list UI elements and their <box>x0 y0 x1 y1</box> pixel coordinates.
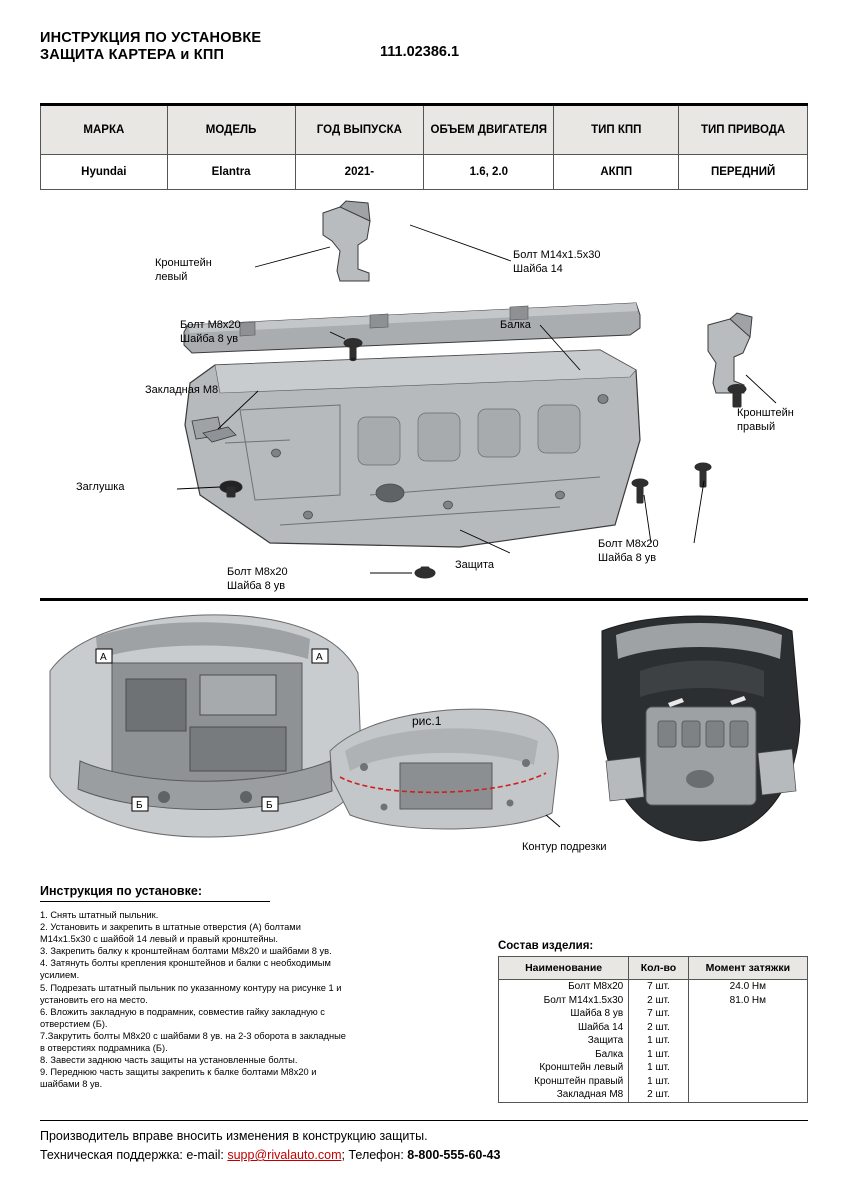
table-row <box>499 1075 808 1089</box>
svg-text:Б: Б <box>266 800 273 811</box>
instructions-title: Инструкция по установке: <box>40 884 270 902</box>
part-name: Болт М8х20 <box>499 980 629 994</box>
list-item: шайбами 8 ув. <box>40 1079 103 1090</box>
parts-col-name: Наименование <box>499 957 629 980</box>
list-item: 5. Подрезать штатный пыльник по указанному контуру на рисунке 1 и <box>40 982 342 993</box>
list-item: в отверстиях подрамника (Б). <box>40 1043 168 1054</box>
list-item: 7.Закрутить болты М8х20 с шайбами 8 ув. на 2-3 оборота в закладные <box>40 1030 346 1041</box>
part-torque <box>688 1048 807 1062</box>
part-qty: 7 шт. <box>629 1007 688 1021</box>
spec-col-brand: МАРКА <box>41 105 168 155</box>
parts-table <box>498 956 808 1103</box>
list-item: установить его на место. <box>40 994 148 1005</box>
part-torque: 24.0 Нм <box>688 980 807 994</box>
part-torque <box>688 1088 807 1102</box>
footer-notice: Производитель вправе вносить изменения в конструкцию защиты. <box>40 1129 428 1143</box>
part-qty: 1 шт. <box>629 1048 688 1062</box>
label-bolt-m8-bottomleft: Болт М8х20 Шайба 8 ув <box>227 566 288 592</box>
part-qty: 1 шт. <box>629 1075 688 1089</box>
label-insert-m8: Закладная М8 <box>145 384 219 396</box>
spec-col-engine: ОБЪЕМ ДВИГАТЕЛЯ <box>424 105 554 155</box>
spec-value-brand: Hyundai <box>41 155 168 190</box>
header-title-line1: ИНСТРУКЦИЯ ПО УСТАНОВКЕ <box>40 30 262 46</box>
part-torque <box>688 1021 807 1035</box>
footer-contacts <box>40 1146 808 1165</box>
part-name: Кронштейн левый <box>499 1061 629 1075</box>
table-row <box>499 1088 808 1102</box>
table-row <box>499 994 808 1008</box>
part-torque <box>688 1034 807 1048</box>
table-row <box>499 980 808 994</box>
spec-value-engine: 1.6, 2.0 <box>424 155 554 190</box>
label-bracket-right: Кронштейн правый <box>737 407 794 433</box>
part-torque: 81.0 Нм <box>688 994 807 1008</box>
parts-col-torque: Момент затяжки <box>688 957 807 980</box>
table-row <box>499 1034 808 1048</box>
part-qty: 1 шт. <box>629 1061 688 1075</box>
spec-value-transmission: АКПП <box>554 155 679 190</box>
label-bolt-m14: Болт М14х1.5х30 Шайба 14 <box>513 249 601 275</box>
spec-col-year: ГОД ВЫПУСКА <box>295 105 424 155</box>
parts-col-qty: Кол-во <box>629 957 688 980</box>
label-bolt-m8-topleft: Болт М8х20 Шайба 8 ув <box>180 319 241 345</box>
email-label: e-mail: <box>186 1148 224 1162</box>
spec-value-drive: ПЕРЕДНИЙ <box>679 155 808 190</box>
figure-caption: рис.1 <box>412 714 442 728</box>
svg-text:А: А <box>100 652 107 663</box>
label-beam: Балка <box>500 319 531 331</box>
spec-col-model: МОДЕЛЬ <box>167 105 295 155</box>
phone-label: Телефон: <box>348 1148 404 1162</box>
exploded-assembly-diagram <box>40 195 808 590</box>
list-item: 4. Затянуть болты крепления кронштейнов и балки с необходимым <box>40 958 331 969</box>
label-plug: Заглушка <box>76 481 125 493</box>
part-qty: 2 шт. <box>629 1088 688 1102</box>
parts-list <box>498 940 808 1103</box>
part-qty: 1 шт. <box>629 1034 688 1048</box>
list-item: отверстием (Б). <box>40 1018 108 1029</box>
instructions-list <box>40 910 410 1091</box>
support-label: Техническая поддержка: <box>40 1148 183 1162</box>
part-name: Шайба 8 ув <box>499 1007 629 1021</box>
spec-value-model: Elantra <box>167 155 295 190</box>
part-torque <box>688 1075 807 1089</box>
table-row <box>499 1061 808 1075</box>
list-item: 1. Снять штатный пыльник. <box>40 910 159 920</box>
list-item: 3. Закрепить балку к кронштейнам болтами М8х20 и шайбами 8 ув. <box>40 946 332 957</box>
label-bracket-left: Кронштейн левый <box>155 257 212 283</box>
part-qty: 7 шт. <box>629 980 688 994</box>
part-torque <box>688 1007 807 1021</box>
list-item: М14х1.5х30 с шайбой 14 левый и правый кронштейны. <box>40 934 278 945</box>
spec-row <box>41 155 808 190</box>
part-name: Болт М14х1.5х30 <box>499 994 629 1008</box>
trim-contour-label: Контур подрезки <box>522 841 607 853</box>
label-bolt-m8-bottomright: Болт М8х20 Шайба 8 ув <box>598 538 659 564</box>
part-name: Кронштейн правый <box>499 1075 629 1089</box>
list-item: усилием. <box>40 970 80 981</box>
svg-text:А: А <box>316 652 323 663</box>
part-name: Защита <box>499 1034 629 1048</box>
document-header <box>40 30 808 64</box>
svg-text:Б: Б <box>136 800 143 811</box>
part-name: Балка <box>499 1048 629 1062</box>
list-item: 2. Установить и закрепить в штатные отверстия (А) болтами <box>40 922 301 933</box>
list-item: 8. Завести заднюю часть защиты на установленные болты. <box>40 1055 298 1066</box>
part-qty: 2 шт. <box>629 1021 688 1035</box>
vehicle-spec-table <box>40 103 808 190</box>
header-title-line2: ЗАЩИТА КАРТЕРА и КПП <box>40 47 225 63</box>
list-item: 9. Переднюю часть защиты закрепить к балке болтами М8х20 и <box>40 1067 317 1078</box>
part-name: Шайба 14 <box>499 1021 629 1035</box>
label-shield: Защита <box>455 559 494 571</box>
table-row <box>499 1048 808 1062</box>
spec-value-year: 2021- <box>295 155 424 190</box>
semicolon: ; <box>341 1148 345 1162</box>
part-qty: 2 шт. <box>629 994 688 1008</box>
phone-number: 8-800-555-60-43 <box>407 1148 501 1162</box>
table-row <box>499 1007 808 1021</box>
parts-title: Состав изделия: <box>498 940 594 952</box>
support-email-link[interactable]: supp@rivalauto.com <box>227 1148 342 1162</box>
spec-col-drive: ТИП ПРИВОДА <box>679 105 808 155</box>
photo-band <box>40 598 808 876</box>
part-torque <box>688 1061 807 1075</box>
table-row <box>499 1021 808 1035</box>
product-code: 111.02386.1 <box>380 44 460 60</box>
part-name: Закладная М8 <box>499 1088 629 1102</box>
list-item: 6. Вложить закладную в подрамник, совместив гайку закладную с <box>40 1006 325 1017</box>
document-footer <box>40 1120 808 1165</box>
reference-photos <box>40 601 808 876</box>
installation-instructions <box>40 884 410 1091</box>
spec-col-transmission: ТИП КПП <box>554 105 679 155</box>
